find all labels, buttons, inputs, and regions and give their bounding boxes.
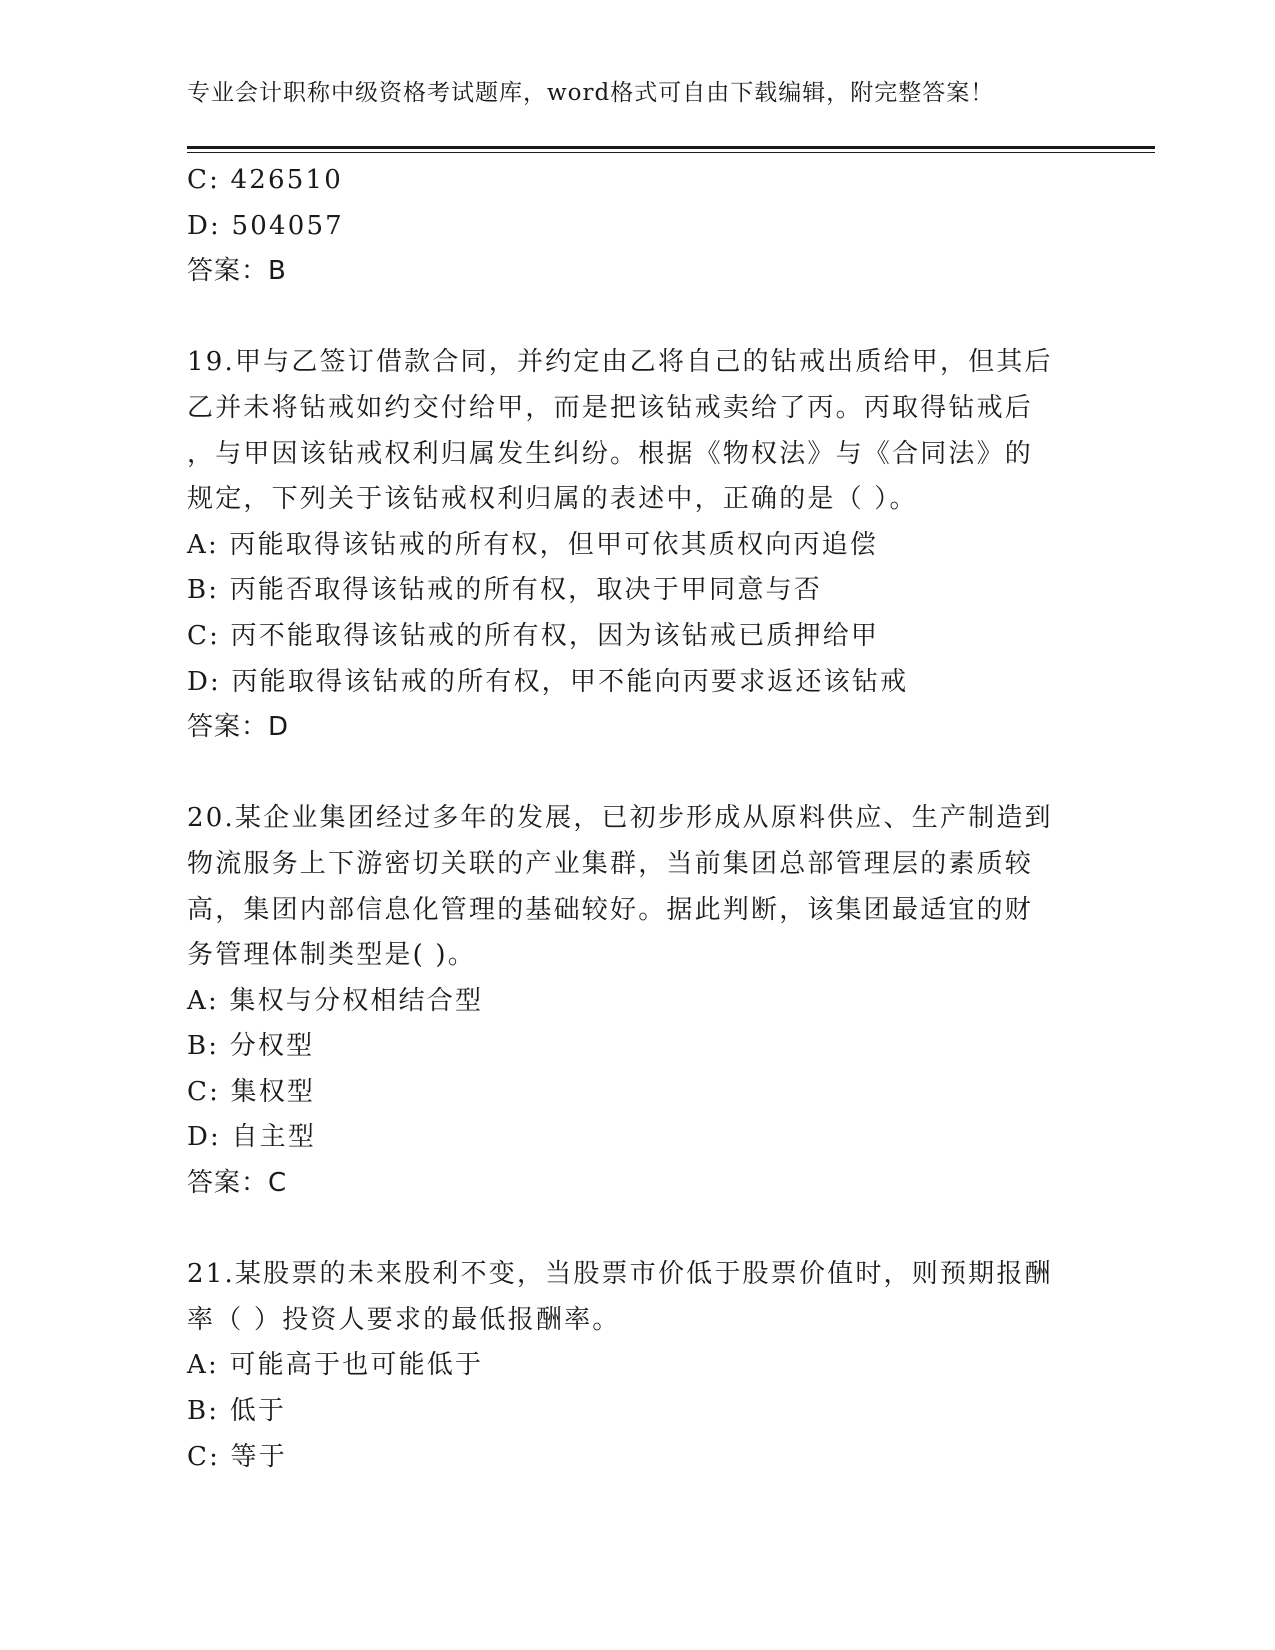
page-header: 专业会计职称中级资格考试题库，word格式可自由下载编辑，附完整答案！ — [187, 80, 995, 106]
spacer — [187, 295, 1087, 341]
option-line: C: 丙不能取得该钻戒的所有权，因为该钻戒已质押给甲 — [187, 620, 880, 651]
option-line: A: 丙能取得该钻戒的所有权，但甲可依其质权向丙追偿 — [187, 529, 879, 560]
option-line: C: 集权型 — [187, 1076, 316, 1107]
question-stem-line: 物流服务上下游密切关联的产业集群，当前集团总部管理层的素质较 — [187, 848, 1034, 879]
question-content — [187, 158, 1087, 1480]
answer-line: 答案：B — [187, 256, 287, 287]
question-stem-line: 率（ ）投资人要求的最低报酬率。 — [187, 1304, 621, 1335]
spacer — [187, 1207, 1087, 1253]
option-line: D: 504057 — [187, 210, 344, 241]
option-line: D: 丙能取得该钻戒的所有权，甲不能向丙要求返还该钻戒 — [187, 666, 909, 697]
question-stem-line: 19.甲与乙签订借款合同，并约定由乙将自己的钻戒出质给甲，但其后 — [187, 347, 1053, 378]
question-stem-line: ，与甲因该钻戒权利归属发生纠纷。根据《物权法》与《合同法》的 — [187, 438, 1034, 469]
spacer — [187, 751, 1087, 797]
option-line: A: 可能高于也可能低于 — [187, 1350, 484, 1381]
option-line: B: 低于 — [187, 1396, 287, 1427]
question-stem-line: 务管理体制类型是( )。 — [187, 940, 476, 971]
question-stem-line: 规定，下列关于该钻戒权利归属的表述中，正确的是（ ）。 — [187, 484, 918, 515]
option-line: C: 等于 — [187, 1441, 287, 1472]
answer-line: 答案：C — [187, 1168, 288, 1199]
option-line: A: 集权与分权相结合型 — [187, 985, 484, 1016]
answer-line: 答案：D — [187, 712, 290, 743]
option-line: B: 分权型 — [187, 1031, 315, 1062]
option-line: B: 丙能否取得该钻戒的所有权，取决于甲同意与否 — [187, 575, 822, 606]
header-rule-thin — [187, 152, 1155, 153]
question-stem-line: 20.某企业集团经过多年的发展，已初步形成从原料供应、生产制造到 — [187, 803, 1053, 834]
question-stem-line: 21.某股票的未来股利不变，当股票市价低于股票价值时，则预期报酬 — [187, 1259, 1053, 1290]
option-line: C: 426510 — [187, 165, 343, 195]
question-stem-line: 高，集团内部信息化管理的基础较好。据此判断，该集团最适宜的财 — [187, 894, 1034, 925]
header-rule-thick — [187, 146, 1155, 149]
question-stem-line: 乙并未将钻戒如约交付给甲，而是把该钻戒卖给了丙。丙取得钻戒后 — [187, 392, 1034, 423]
option-line: D: 自主型 — [187, 1122, 317, 1153]
